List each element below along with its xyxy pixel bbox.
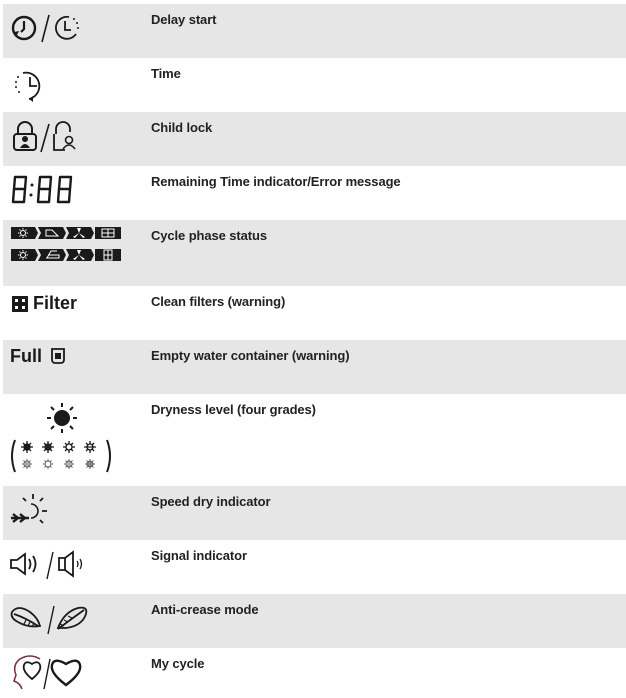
anti-crease-feather-icon <box>8 598 93 638</box>
icon-cell <box>3 166 151 220</box>
icon-cell <box>3 394 151 486</box>
row-label: Cycle phase status <box>151 228 267 243</box>
dryness-level-icon <box>7 398 117 480</box>
water-container-icon <box>49 347 67 365</box>
seven-segment-888-icon <box>9 172 79 208</box>
child-lock-icon <box>9 118 89 156</box>
time-icon <box>9 64 49 104</box>
table-row <box>3 340 626 394</box>
speed-dry-icon <box>9 490 53 530</box>
table-row <box>3 166 626 220</box>
row-label: Clean filters (warning) <box>151 294 286 309</box>
table-row <box>3 648 626 698</box>
icon-cell <box>3 58 151 112</box>
table-row <box>3 220 626 286</box>
row-label: Time <box>151 66 181 81</box>
filter-grid-icon <box>11 295 29 313</box>
row-label: Remaining Time indicator/Error message <box>151 174 401 189</box>
icon-cell <box>3 112 151 166</box>
icon-cell <box>3 4 151 58</box>
icon-cell <box>3 340 151 394</box>
signal-speaker-icon <box>9 546 94 582</box>
table-row <box>3 594 626 648</box>
table-row <box>3 4 626 58</box>
icon-cell <box>3 594 151 648</box>
table-row <box>3 394 626 486</box>
table-row <box>3 286 626 340</box>
icon-cell <box>3 286 151 340</box>
row-label: Child lock <box>151 120 213 135</box>
icon-cell <box>3 486 151 540</box>
row-label: Anti-crease mode <box>151 602 259 617</box>
icon-cell <box>3 648 151 698</box>
full-text: Full <box>10 346 42 366</box>
row-label: My cycle <box>151 656 205 671</box>
filter-text: Filter <box>33 293 78 313</box>
row-label: Empty water container (warning) <box>151 348 350 363</box>
icon-cell <box>3 220 151 286</box>
table-row <box>3 58 626 112</box>
cycle-phase-icons <box>11 225 126 269</box>
row-label: Signal indicator <box>151 548 247 563</box>
row-label: Speed dry indicator <box>151 494 271 509</box>
indicator-table <box>3 4 626 698</box>
table-row <box>3 540 626 594</box>
table-row <box>3 486 626 540</box>
row-label: Dryness level (four grades) <box>151 402 316 417</box>
delay-start-icon <box>9 10 89 46</box>
my-cycle-heart-icon <box>8 651 88 693</box>
icon-cell <box>3 540 151 594</box>
row-label: Delay start <box>151 12 217 27</box>
table-row <box>3 112 626 166</box>
